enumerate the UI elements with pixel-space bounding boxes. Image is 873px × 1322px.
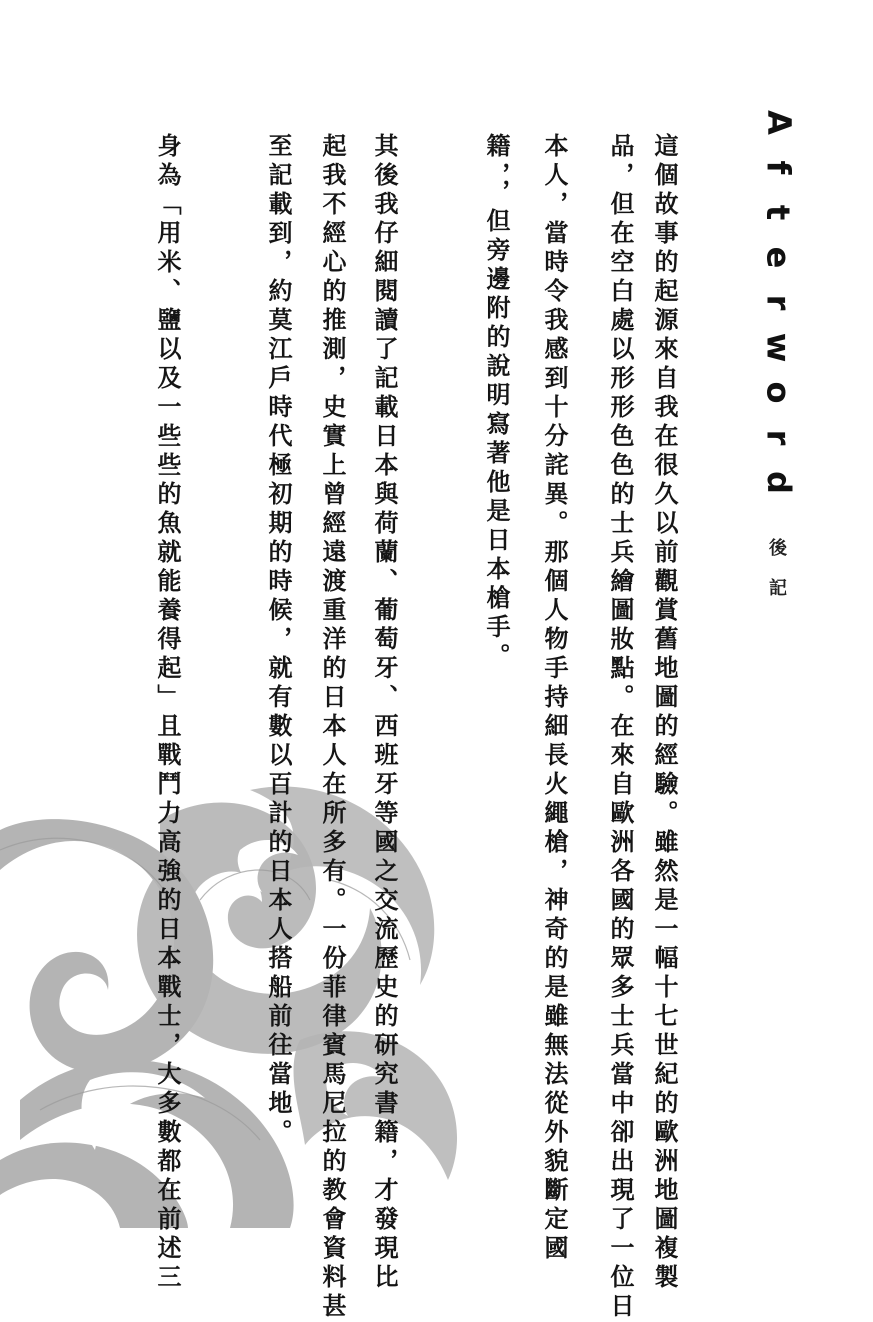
paragraph-1-column-1: 這個故事的起源來自我在很久以前觀賞舊地圖的經驗。雖然是一幅十七世紀的歐洲地圖複製 <box>650 133 679 1293</box>
title-letter: t <box>759 204 798 221</box>
afterword-title-english <box>752 100 804 505</box>
title-letter: A <box>759 110 798 135</box>
paragraph-3-column-1: 身為「用米、鹽以及一些些的魚就能養得起」且戰鬥力高強的日本戰士，大多數都在前述三 <box>153 133 182 1293</box>
title-letter: e <box>759 246 798 269</box>
paragraph-1-column-2: 品，但在空白處以形形色色的士兵繪圖妝點。在來自歐洲各國的眾多士兵當中卻出現了一位日 <box>606 133 635 1322</box>
afterword-title-chinese: 後記 <box>766 538 787 618</box>
paragraph-1-column-4: 籍，，但旁邊附的說明寫著他是日本槍手。 <box>482 133 511 672</box>
paragraph-1-column-3: 本人，當時令我感到十分詫異。那個人物手持細長火繩槍，神奇的是雖無法從外貌斷定國 <box>540 133 569 1264</box>
paragraph-2-column-2: 起我不經心的推測，史實上曾經遠渡重洋的日本人在所多有。一份菲律賓馬尼拉的教會資料甚 <box>318 133 347 1322</box>
title-letter: w <box>759 332 798 363</box>
paragraph-2-column-1: 其後我仔細閱讀了記載日本與荷蘭、葡萄牙、西班牙等國之交流歷史的研究書籍，才發現比 <box>370 133 399 1293</box>
paragraph-2-column-3: 至記載到，約莫江戶時代極初期的時候，就有數以百計的日本人搭船前往當地。 <box>264 133 293 1148</box>
title-letter: r <box>759 429 798 446</box>
title-letter: d <box>759 471 798 494</box>
title-letter: r <box>759 294 798 311</box>
title-letter: f <box>759 160 798 175</box>
title-letter: o <box>759 381 798 404</box>
